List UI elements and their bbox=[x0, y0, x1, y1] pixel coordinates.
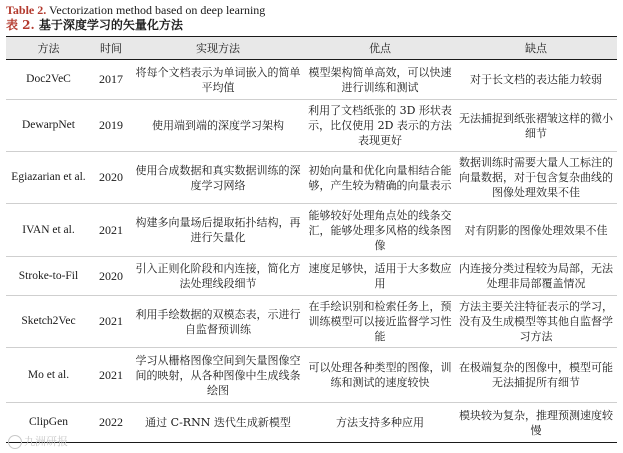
watermark-text: 九洲研报 bbox=[24, 435, 68, 448]
header-method: 方法 bbox=[6, 37, 91, 60]
cell-method: ClipGen bbox=[6, 403, 91, 443]
cell-implementation: 利用手绘数据的双模态表，示进行自监督预训练 bbox=[131, 296, 305, 348]
cell-implementation: 构建多向量场后提取拓扑结构，再进行矢量化 bbox=[131, 204, 305, 257]
cell-disadvantages: 在极端复杂的图像中，模型可能无法捕捉所有细节 bbox=[455, 348, 617, 403]
table-row bbox=[6, 152, 617, 204]
cell-disadvantages: 方法主要关注特征表示的学习，没有及生成模型等其他自监督学习方法 bbox=[455, 296, 617, 348]
caption-english-text: Vectorization method based on deep learning bbox=[46, 3, 266, 17]
cell-advantages: 可以处理各种类型的图像，训练和测试的速度较快 bbox=[305, 348, 455, 403]
table-row bbox=[6, 257, 617, 296]
cell-advantages: 能够较好处理角点处的线条交汇，能够处理多风格的线条图像 bbox=[305, 204, 455, 257]
cell-advantages: 在手绘识别和检索任务上，预训练模型可以接近监督学习性能 bbox=[305, 296, 455, 348]
cell-method: Stroke-to-Fil bbox=[6, 257, 91, 296]
cell-method bbox=[6, 152, 91, 204]
cell-method: Sketch2Vec bbox=[6, 296, 91, 348]
cell-implementation: 使用合成数据和真实数据训练的深度学习网络 bbox=[131, 152, 305, 204]
cell-implementation: 通过 C-RNN 迭代生成新模型 bbox=[131, 403, 305, 443]
cell-year: 2020 bbox=[91, 152, 131, 204]
table-row bbox=[6, 348, 617, 403]
caption-chinese-text: 基于深度学习的矢量化方法 bbox=[34, 18, 183, 32]
header-year: 时间 bbox=[91, 37, 131, 60]
caption-chinese bbox=[6, 18, 183, 32]
cell-method: Mo et al. bbox=[6, 348, 91, 403]
watermark bbox=[8, 433, 68, 449]
cell-disadvantages: 对有阴影的图像处理效果不佳 bbox=[455, 204, 617, 257]
caption-english-number: Table 2. bbox=[6, 3, 47, 17]
cell-implementation: 学习从栅格图像空间到矢量图像空间的映射，从各种图像中生成线条绘图 bbox=[131, 348, 305, 403]
cell-implementation: 引入正则化阶段和内连接，简化方法处理线段细节 bbox=[131, 257, 305, 296]
header-advantages: 优点 bbox=[305, 37, 455, 60]
cell-method: Doc2VeC bbox=[6, 60, 91, 100]
cell-advantages: 模型架构简单高效，可以快速进行训练和测试 bbox=[305, 60, 455, 100]
caption-chinese-number: 表 2. bbox=[6, 18, 35, 32]
cell-disadvantages: 对于长文档的表达能力较弱 bbox=[455, 60, 617, 100]
table-row bbox=[6, 100, 617, 152]
cell-disadvantages: 无法捕捉到纸张褶皱这样的微小细节 bbox=[455, 100, 617, 152]
cell-disadvantages: 内连接分类过程较为局部，无法处理非局部覆盖情况 bbox=[455, 257, 617, 296]
header-disadvantages: 缺点 bbox=[455, 37, 617, 60]
watermark-logo-icon bbox=[8, 435, 22, 449]
method-name: Egiazarian et al. bbox=[11, 171, 86, 183]
table-row bbox=[6, 296, 617, 348]
cell-advantages: 方法支持多种应用 bbox=[305, 403, 455, 443]
caption-english bbox=[6, 3, 265, 17]
cell-year: 2022 bbox=[91, 403, 131, 443]
cell-year: 2019 bbox=[91, 100, 131, 152]
cell-implementation: 将每个文档表示为单词嵌入的简单平均值 bbox=[131, 60, 305, 100]
cell-disadvantages: 模块较为复杂，推理预测速度较慢 bbox=[455, 403, 617, 443]
cell-disadvantages: 数据训练时需要大量人工标注的向量数据，对于包含复杂曲线的图像处理效果不佳 bbox=[455, 152, 617, 204]
table-row bbox=[6, 403, 617, 443]
cell-advantages: 利用了文档纸张的 3D 形状表示，比仅使用 2D 表示的方法表现更好 bbox=[305, 100, 455, 152]
cell-year: 2021 bbox=[91, 204, 131, 257]
cell-year: 2020 bbox=[91, 257, 131, 296]
cell-year: 2017 bbox=[91, 60, 131, 100]
cell-advantages: 初始向量和优化向量相结合能够，产生较为精确的向量表示 bbox=[305, 152, 455, 204]
cell-year: 2021 bbox=[91, 348, 131, 403]
table-row bbox=[6, 60, 617, 100]
vectorization-methods-table bbox=[6, 36, 617, 443]
table-row bbox=[6, 204, 617, 257]
cell-year: 2021 bbox=[91, 296, 131, 348]
cell-method: DewarpNet bbox=[6, 100, 91, 152]
cell-method: IVAN et al. bbox=[6, 204, 91, 257]
table-header-row bbox=[6, 37, 617, 60]
cell-advantages: 速度足够快，适用于大多数应用 bbox=[305, 257, 455, 296]
cell-implementation: 使用端到端的深度学习架构 bbox=[131, 100, 305, 152]
header-implementation: 实现方法 bbox=[131, 37, 305, 60]
